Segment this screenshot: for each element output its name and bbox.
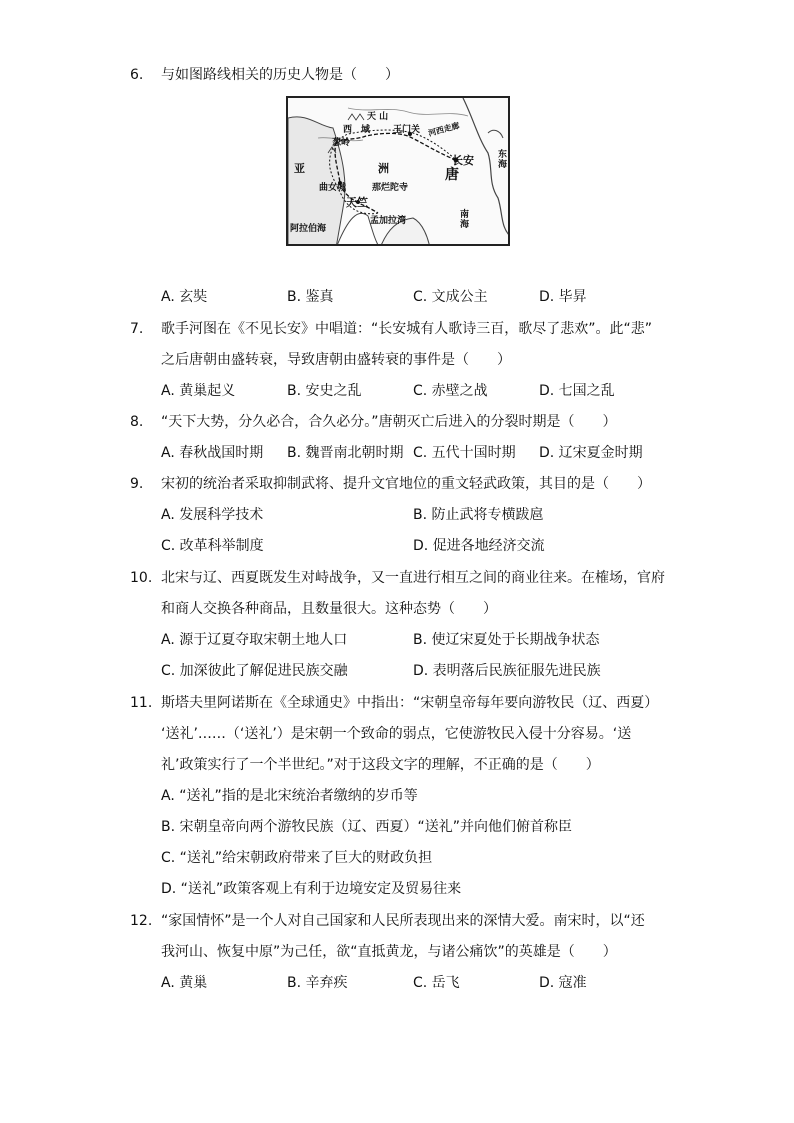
label-tianshan: 天 山: [367, 112, 389, 122]
question-text: 宋初的统治者采取抑制武将、提升文官地位的重文轻武政策，其目的是（ ）: [161, 476, 651, 492]
label-changan: 长安: [452, 154, 474, 167]
option-b[interactable]: B. 安史之乱: [287, 383, 362, 399]
option-c[interactable]: C. 文成公主: [413, 289, 488, 305]
option-a[interactable]: A. 发展科学技术: [161, 507, 264, 523]
option-a[interactable]: A. “送礼”指的是北宋统治者缴纳的岁币等: [161, 788, 418, 804]
question-number: 10.: [130, 570, 153, 586]
option-d[interactable]: D. 辽宋夏金时期: [539, 445, 643, 461]
question-text-line-2: 和商人交换各种商品，且数量很大。这种态势（ ）: [161, 601, 497, 617]
question-text-line-2: 之后唐朝由盛转衰，导致唐朝由盛转衰的事件是（ ）: [161, 352, 511, 368]
question-text: 与如图路线相关的历史人物是（ ）: [161, 67, 399, 83]
option-d[interactable]: D. 寇准: [539, 975, 587, 991]
option-c[interactable]: C. 加深彼此了解促进民族交融: [161, 663, 348, 679]
question-number: 12.: [130, 913, 153, 929]
label-nalanduo: 那烂陀寺: [372, 183, 409, 193]
question-number: 9.: [130, 476, 144, 492]
question-8: [130, 407, 670, 469]
label-alabo: 阿拉伯海: [290, 224, 327, 234]
option-c[interactable]: C. 改革科举制度: [161, 538, 264, 554]
question-11: [130, 688, 670, 905]
question-text-line-1: 斯塔夫里阿诺斯在《全球通史》中指出：“宋朝皇帝每年要向游牧民（辽、西夏）: [161, 695, 659, 711]
question-number: 6.: [130, 67, 144, 83]
option-a[interactable]: A. 黄巢: [161, 975, 208, 991]
label-yumenguan: 玉门关: [393, 125, 421, 135]
question-text-line-3: 礼’政策实行了一个半世纪。”对于这段文字的理解，不正确的是（ ）: [161, 757, 600, 773]
question-text-line-2: ‘送礼’……（‘送礼’）是宋朝一个致命的弱点，它使游牧民入侵十分容易。‘送: [161, 726, 632, 742]
label-tianzhu: 天竺: [346, 196, 368, 209]
option-b[interactable]: B. 防止武将专横跋扈: [413, 507, 544, 523]
option-d[interactable]: D. “送礼”政策客观上有利于边境安定及贸易往来: [161, 881, 462, 897]
option-d[interactable]: D. 促进各地经济交流: [413, 538, 545, 554]
option-d[interactable]: D. 毕昇: [539, 289, 587, 305]
question-number: 8.: [130, 414, 144, 430]
question-12: [130, 906, 670, 999]
option-b[interactable]: B. 魏晋南北朝时期: [287, 445, 404, 461]
question-text-line-1: “家国情怀”是一个人对自己国家和人民所表现出来的深情大爱。南宋时，以“还: [161, 913, 645, 929]
option-b[interactable]: B. 宋朝皇帝向两个游牧民族（辽、西夏）“送礼”并向他们俯首称臣: [161, 819, 573, 835]
question-text: “天下大势，分久必合，合久必分。”唐朝灭亡后进入的分裂时期是（ ）: [161, 414, 617, 430]
question-10: [130, 563, 670, 687]
question-text-line-2: 我河山、恢复中原”为己任，欲“直抵黄龙，与诸公痛饮”的英雄是（ ）: [161, 944, 617, 960]
label-zhou: 洲: [378, 162, 389, 175]
option-d[interactable]: D. 表明落后民族征服先进民族: [413, 663, 601, 679]
label-donghai: 东 海: [498, 150, 508, 170]
question-6-options: [130, 282, 670, 313]
option-a[interactable]: A. 源于辽夏夺取宋朝土地人口: [161, 632, 348, 648]
option-c[interactable]: C. 岳飞: [413, 975, 460, 991]
label-tang: 唐: [445, 167, 459, 183]
label-xiyu: 西 域: [343, 125, 371, 135]
option-b[interactable]: B. 使辽宋夏处于长期战争状态: [413, 632, 600, 648]
option-b[interactable]: B. 鉴真: [287, 289, 334, 305]
label-nanhai: 南 海: [460, 210, 470, 230]
label-mengjiala: 孟加拉湾: [370, 216, 407, 226]
route-map: [286, 96, 510, 246]
option-a[interactable]: A. 黄巢起义: [161, 383, 236, 399]
label-hexi: 河西走廊: [427, 121, 461, 139]
option-a[interactable]: A. 春秋战国时期: [161, 445, 264, 461]
question-7: [130, 314, 670, 407]
label-qunvcheng: 曲女城: [319, 183, 347, 193]
option-d[interactable]: D. 七国之乱: [539, 383, 615, 399]
question-9: [130, 469, 670, 562]
question-text-line-1: 北宋与辽、西夏既发生对峙战争，又一直进行相互之间的商业往来。在榷场，官府: [161, 570, 665, 586]
question-number: 7.: [130, 321, 144, 337]
label-congling: 葱岭: [332, 138, 351, 148]
option-c[interactable]: C. 赤壁之战: [413, 383, 488, 399]
question-6: [130, 60, 670, 91]
option-b[interactable]: B. 辛弃疾: [287, 975, 348, 991]
option-c[interactable]: C. 五代十国时期: [413, 445, 516, 461]
label-ya: 亚: [294, 162, 305, 175]
option-a[interactable]: A. 玄奘: [161, 289, 208, 305]
question-number: 11.: [130, 695, 153, 711]
option-c[interactable]: C. “送礼”给宋朝政府带来了巨大的财政负担: [161, 850, 433, 866]
question-text-line-1: 歌手河图在《不见长安》中唱道：“长安城有人歌诗三百，歌尽了悲欢”。此“悲”: [161, 321, 653, 337]
